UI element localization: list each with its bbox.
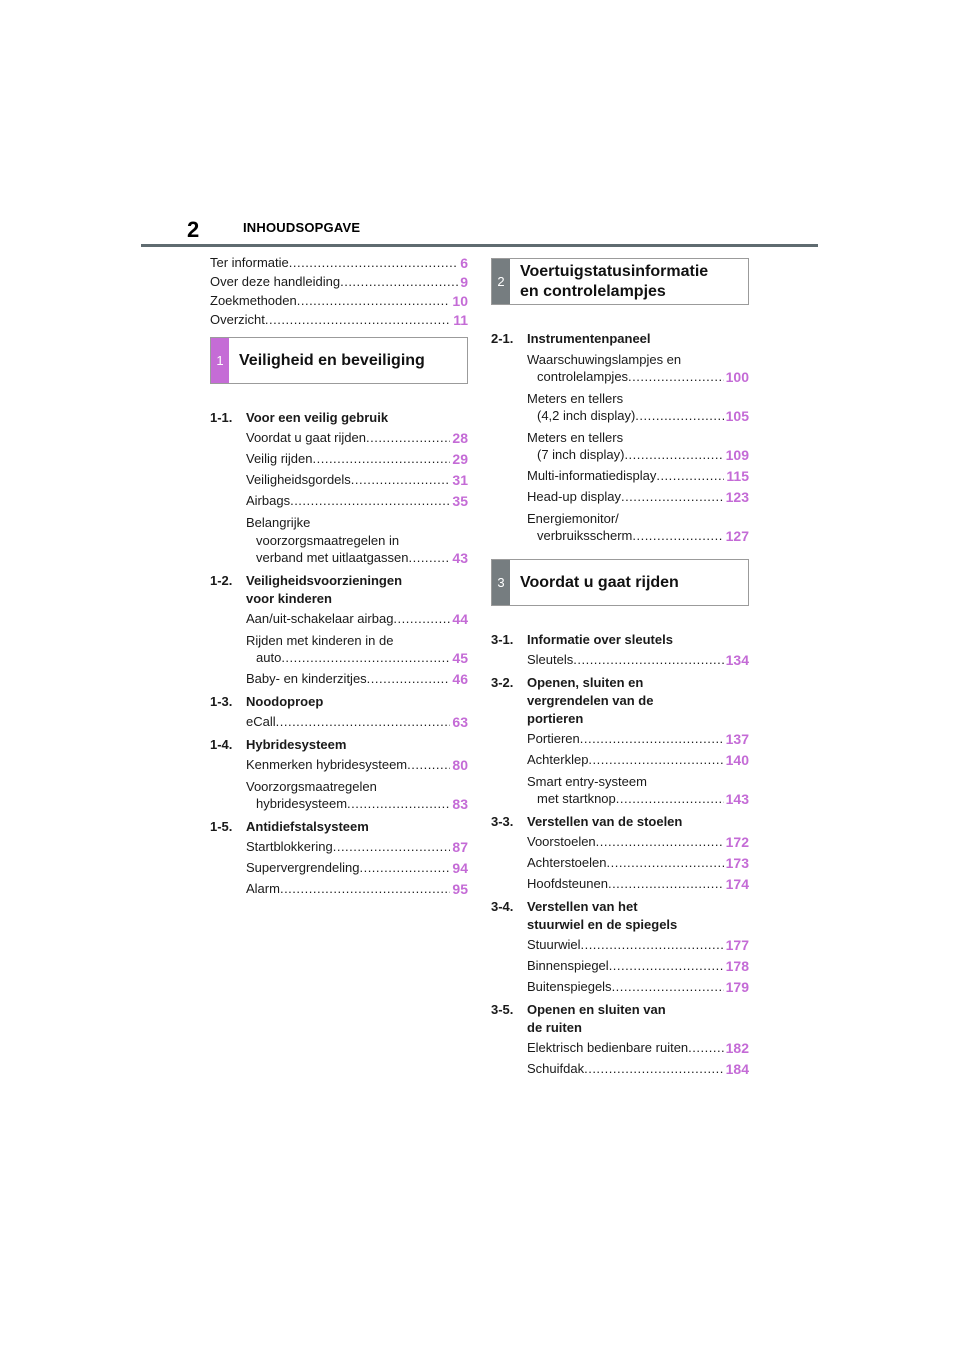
- toc-entry-line: voorzorgsmaatregelen in: [256, 533, 400, 548]
- subsection-title-line: portieren: [527, 711, 584, 726]
- toc-entry-label: Startblokkering: [246, 839, 333, 854]
- toc-entry-link[interactable]: [527, 731, 749, 747]
- subsection-entries: [210, 714, 468, 730]
- toc-entry: [527, 1061, 749, 1077]
- toc-entry-label: Supervergrendeling: [246, 860, 360, 875]
- toc-entry-label: Voordat u gaat rijden: [246, 430, 366, 445]
- subsection-title-line: Hybridesysteem: [246, 737, 347, 752]
- toc-entry-line: Belangrijke: [246, 515, 311, 530]
- toc-entry-link[interactable]: [527, 834, 749, 850]
- toc-subsection: [210, 409, 468, 566]
- toc-page-number: 94: [452, 860, 468, 876]
- toc-entry: [527, 429, 749, 463]
- toc-entry: [527, 731, 749, 747]
- toc-entry: [527, 652, 749, 668]
- toc-subsection: [491, 898, 749, 995]
- toc-entry-link[interactable]: [527, 408, 749, 424]
- dot-leader: [408, 550, 450, 566]
- toc-entry: [527, 958, 749, 974]
- subsection-heading: [210, 409, 468, 427]
- toc-entry-link[interactable]: [246, 860, 468, 876]
- subsection-entries: [210, 839, 468, 897]
- toc-page-number: 137: [725, 731, 749, 747]
- dot-leader: [588, 752, 723, 768]
- header-rule: [141, 244, 818, 247]
- toc-page-number: 115: [726, 468, 749, 484]
- toc-entry: [527, 752, 749, 768]
- subsection-title: [527, 813, 749, 831]
- dot-leader: [573, 652, 723, 668]
- dot-leader: [407, 757, 450, 773]
- toc-subsection: [210, 693, 468, 730]
- subsection-title-line: voor kinderen: [246, 591, 332, 606]
- subsection-title-line: Verstellen van de stoelen: [527, 814, 683, 829]
- toc-entry-label: Head-up display: [527, 489, 621, 504]
- toc-page-number: 95: [452, 881, 468, 897]
- toc-entry-label: Over deze handleiding: [210, 274, 341, 289]
- toc-subsection: [210, 572, 468, 687]
- toc-entry: [527, 855, 749, 871]
- toc-page-number: 11: [453, 312, 468, 328]
- section-title-line: Veiligheid en beveiliging: [239, 351, 425, 369]
- toc-entry-label: Airbags: [246, 493, 291, 508]
- toc-entry-link[interactable]: [210, 312, 468, 328]
- toc-page-number: 184: [725, 1061, 749, 1077]
- toc-entry-line: Energiemonitor/: [527, 511, 619, 526]
- toc-entry-link[interactable]: [527, 369, 749, 385]
- section-title-line: en controlelampjes: [520, 282, 666, 300]
- subsection-entries: [210, 430, 468, 566]
- section-number-tab: 1: [211, 338, 229, 383]
- toc-entry: [246, 472, 468, 488]
- toc-entry-label: met startknop: [537, 791, 616, 806]
- toc-page-number: 35: [452, 493, 468, 509]
- dot-leader: [280, 881, 450, 897]
- toc-page-number: 10: [452, 293, 468, 309]
- toc-entry-link[interactable]: [246, 839, 468, 855]
- toc-entry-link[interactable]: [527, 876, 749, 892]
- section-title-line: Voertuigstatusinformatie: [520, 262, 709, 280]
- toc-entry-link[interactable]: [527, 855, 749, 871]
- toc-entry-label: Stuurwiel: [527, 937, 581, 952]
- toc-entry-link[interactable]: [246, 714, 468, 730]
- toc-entry-link[interactable]: [210, 274, 468, 290]
- dot-leader: [632, 528, 723, 544]
- toc-entry: [527, 468, 749, 484]
- dot-leader: [351, 472, 451, 488]
- dot-leader: [608, 876, 724, 892]
- toc-entry-label: verband met uitlaatgassen: [256, 550, 409, 565]
- dot-leader: [313, 451, 451, 467]
- toc-page-number: 80: [452, 757, 468, 773]
- subsection-title-line: stuurwiel en de spiegels: [527, 917, 678, 932]
- subsection-title: [527, 674, 749, 728]
- dot-leader: [635, 408, 723, 424]
- toc-entry: [246, 881, 468, 897]
- toc-entry-label: (4,2 inch display): [537, 408, 636, 423]
- dot-leader: [607, 855, 724, 871]
- toc-right-column: [491, 258, 749, 1083]
- toc-entry-link[interactable]: [210, 293, 468, 309]
- subsection-entries: [210, 611, 468, 687]
- section-title: [510, 259, 718, 304]
- subsection-title: [246, 693, 468, 711]
- subsection-heading: [210, 572, 468, 608]
- dot-leader: [265, 312, 451, 328]
- toc-entry: [527, 390, 749, 424]
- toc-entry-link[interactable]: [527, 752, 749, 768]
- subsection-title: [527, 1001, 749, 1037]
- page-header: [141, 213, 818, 247]
- toc-entry-link[interactable]: [527, 958, 749, 974]
- subsection-heading: [491, 631, 749, 649]
- toc-entry-label: eCall: [246, 714, 276, 729]
- toc-entry: [246, 839, 468, 855]
- toc-entry-label: Elektrisch bedienbare ruiten: [527, 1040, 689, 1055]
- toc-entry: [246, 714, 468, 730]
- toc-section-1: [210, 337, 468, 897]
- dot-leader: [584, 1061, 724, 1077]
- section-number-tab: 2: [492, 259, 510, 304]
- dot-leader: [290, 493, 450, 509]
- subsection-heading: [210, 736, 468, 754]
- subsection-number: 1-4.: [210, 737, 233, 752]
- dot-leader: [393, 611, 450, 627]
- toc-entry-link[interactable]: [246, 757, 468, 773]
- dot-leader: [297, 293, 451, 309]
- toc-entry: [246, 493, 468, 509]
- subsection-title: [527, 898, 749, 934]
- toc-entry-link[interactable]: [246, 796, 468, 812]
- subsection-entries: [491, 652, 749, 668]
- toc-left-column: [210, 255, 468, 903]
- toc-page-number: 6: [460, 255, 468, 271]
- toc-page-number: 105: [725, 408, 749, 424]
- toc-entry-label: Alarm: [246, 881, 280, 896]
- toc-page-number: 46: [452, 671, 468, 687]
- dot-leader: [359, 860, 450, 876]
- toc-entry-label: Achterstoelen: [527, 855, 607, 870]
- toc-entry-label: verbruiksscherm: [537, 528, 633, 543]
- toc-page-number: 123: [725, 489, 749, 505]
- dot-leader: [366, 430, 450, 446]
- subsection-heading: [491, 330, 749, 348]
- toc-entry-label: Veilig rijden: [246, 451, 313, 466]
- subsection-title-line: Veiligheidsvoorzieningen: [246, 573, 403, 588]
- toc-entry-label: Aan/uit-schakelaar airbag: [246, 611, 394, 626]
- toc-page-number: 182: [725, 1040, 749, 1056]
- toc-entry: [246, 632, 468, 666]
- toc-page-number: 83: [452, 796, 468, 812]
- toc-entry: [246, 778, 468, 812]
- toc-page-number: 28: [452, 430, 468, 446]
- subsection-title-line: Verstellen van het: [527, 899, 638, 914]
- dot-leader: [580, 731, 724, 747]
- toc-entry-label: Buitenspiegels: [527, 979, 612, 994]
- toc-entry: [527, 876, 749, 892]
- toc-entry-label: Baby- en kinderzitjes: [246, 671, 367, 686]
- toc-page-number: 173: [725, 855, 749, 871]
- toc-section-2: [491, 258, 749, 544]
- section-title: [229, 338, 435, 383]
- dot-leader: [276, 714, 451, 730]
- toc-entry-label: Binnenspiegel: [527, 958, 609, 973]
- dot-leader: [628, 369, 724, 385]
- toc-entry-line: Meters en tellers: [527, 430, 624, 445]
- subsection-entries: [491, 834, 749, 892]
- toc-page-number: 177: [725, 937, 749, 953]
- subsection-entries: [491, 937, 749, 995]
- toc-entry: [527, 979, 749, 995]
- toc-entry-label: Veiligheidsgordels: [246, 472, 351, 487]
- toc-entry: [527, 510, 749, 544]
- toc-subsection: [210, 818, 468, 897]
- toc-entry-label: Sleutels: [527, 652, 574, 667]
- dot-leader: [289, 255, 458, 271]
- toc-entry-link[interactable]: [527, 937, 749, 953]
- subsection-heading: [491, 898, 749, 934]
- dot-leader: [281, 650, 450, 666]
- toc-entry-link[interactable]: [246, 472, 468, 488]
- toc-page-number: 127: [725, 528, 749, 544]
- toc-entry-label: controlelampjes: [537, 369, 629, 384]
- toc-entry-label: Overzicht: [210, 312, 265, 327]
- toc-entry-link[interactable]: [246, 881, 468, 897]
- toc-page-number: 134: [725, 652, 749, 668]
- subsection-entries: [491, 1040, 749, 1077]
- toc-entry-label: Voorstoelen: [527, 834, 596, 849]
- toc-entry: [527, 937, 749, 953]
- toc-entry: [246, 611, 468, 627]
- toc-entry: [246, 430, 468, 446]
- subsection-heading: [210, 818, 468, 836]
- toc-entry-link[interactable]: [246, 550, 468, 566]
- toc-entry-label: auto: [256, 650, 282, 665]
- subsection-title: [246, 409, 468, 427]
- toc-entry: [527, 489, 749, 505]
- subsection-heading: [491, 813, 749, 831]
- dot-leader: [688, 1040, 723, 1056]
- toc-entry-line: Waarschuwingslampjes en: [527, 352, 682, 367]
- toc-entry-link[interactable]: [527, 447, 749, 463]
- toc-subsection: [210, 736, 468, 812]
- dot-leader: [333, 839, 451, 855]
- toc-entry: [246, 860, 468, 876]
- toc-entry: [527, 351, 749, 385]
- toc-entry-line: Rijden met kinderen in de: [246, 633, 394, 648]
- toc-entry-link[interactable]: [527, 468, 749, 484]
- toc-subsection: [491, 631, 749, 668]
- toc-entry-link[interactable]: [527, 528, 749, 544]
- toc-entry: [246, 451, 468, 467]
- dot-leader: [616, 791, 724, 807]
- toc-entry: [246, 671, 468, 687]
- toc-entry-label: Ter informatie: [210, 255, 289, 270]
- toc-entry-label: Hoofdsteunen: [527, 876, 608, 891]
- dot-leader: [340, 274, 458, 290]
- toc-subsection: [491, 1001, 749, 1077]
- toc-entry: [527, 773, 749, 807]
- toc-entry-link[interactable]: [246, 493, 468, 509]
- subsection-title: [527, 330, 749, 348]
- toc-intro-list: [210, 255, 468, 328]
- subsection-number: 1-1.: [210, 410, 233, 425]
- subsection-title-line: Noodoproep: [246, 694, 324, 709]
- section-title-line: Voordat u gaat rijden: [520, 573, 679, 591]
- toc-entry-link[interactable]: [527, 652, 749, 668]
- subsection-number: 1-3.: [210, 694, 233, 709]
- dot-leader: [621, 489, 724, 505]
- toc-entry-label: Portieren: [527, 731, 580, 746]
- dot-leader: [609, 958, 724, 974]
- toc-entry-link[interactable]: [246, 650, 468, 666]
- dot-leader: [580, 937, 723, 953]
- subsection-title-line: vergrendelen van de: [527, 693, 654, 708]
- subsection-title: [527, 631, 749, 649]
- toc-entry-link[interactable]: [246, 451, 468, 467]
- toc-subsection: [491, 674, 749, 807]
- subsection-title-line: de ruiten: [527, 1020, 582, 1035]
- dot-leader: [596, 834, 724, 850]
- toc-entry-link[interactable]: [210, 255, 468, 271]
- dot-leader: [347, 796, 450, 812]
- section-number-tab: 3: [492, 560, 510, 605]
- subsection-heading: [491, 1001, 749, 1037]
- page-title: INHOUDSOPGAVE: [243, 220, 361, 235]
- section-heading-box: [491, 258, 749, 305]
- subsection-number: 3-4.: [491, 899, 514, 914]
- toc-page-number: 44: [452, 611, 468, 627]
- subsection-number: 3-5.: [491, 1002, 514, 1017]
- toc-entry: [527, 834, 749, 850]
- toc-page-number: 174: [725, 876, 749, 892]
- dot-leader: [656, 468, 724, 484]
- toc-page-number: 140: [725, 752, 749, 768]
- toc-page-number: 100: [725, 369, 749, 385]
- subsection-entries: [210, 757, 468, 812]
- toc-entry-link[interactable]: [527, 979, 749, 995]
- toc-entry: [246, 514, 468, 566]
- toc-page-number: 178: [725, 958, 749, 974]
- toc-entry-link[interactable]: [246, 611, 468, 627]
- section-title: [510, 560, 689, 605]
- toc-page-number: 143: [725, 791, 749, 807]
- toc-section-3: [491, 559, 749, 1077]
- subsection-number: 3-2.: [491, 675, 514, 690]
- section-heading-box: [210, 337, 468, 384]
- subsection-number: 2-1.: [491, 331, 514, 346]
- toc-entry-link[interactable]: [527, 1040, 749, 1056]
- toc-entry-label: Zoekmethoden: [210, 293, 297, 308]
- subsection-title-line: Voor een veilig gebruik: [246, 410, 389, 425]
- toc-page-number: 9: [460, 274, 468, 290]
- subsection-number: 1-5.: [210, 819, 233, 834]
- toc-page-number: 45: [452, 650, 468, 666]
- dot-leader: [612, 979, 724, 995]
- section-heading-box: [491, 559, 749, 606]
- toc-page-number: 63: [452, 714, 468, 730]
- toc-entry-line: Smart entry-systeem: [527, 774, 647, 789]
- subsection-entries: [491, 351, 749, 544]
- page-number: 2: [187, 217, 200, 242]
- toc-entry-link[interactable]: [527, 489, 749, 505]
- subsection-number: 1-2.: [210, 573, 233, 588]
- subsection-number: 3-1.: [491, 632, 514, 647]
- toc-entry-link[interactable]: [246, 671, 468, 687]
- toc-page-number: 109: [725, 447, 749, 463]
- subsection-heading: [210, 693, 468, 711]
- toc-entry-link[interactable]: [527, 791, 749, 807]
- toc-page-number: 29: [452, 451, 468, 467]
- toc-subsection: [491, 330, 749, 544]
- toc-page-number: 179: [725, 979, 749, 995]
- toc-entry-link[interactable]: [246, 430, 468, 446]
- subsection-heading: [491, 674, 749, 728]
- toc-page-number: 43: [452, 550, 468, 566]
- toc-entry: [246, 757, 468, 773]
- toc-entry-line: Voorzorgsmaatregelen: [246, 779, 377, 794]
- dot-leader: [624, 447, 723, 463]
- toc-entry-label: Achterklep: [527, 752, 589, 767]
- toc-subsection: [491, 813, 749, 892]
- dot-leader: [367, 671, 451, 687]
- subsection-entries: [491, 731, 749, 807]
- subsection-number: 3-3.: [491, 814, 514, 829]
- subsection-title-line: Informatie over sleutels: [527, 632, 673, 647]
- subsection-title: [246, 572, 468, 608]
- toc-page-number: 87: [452, 839, 468, 855]
- toc-entry-label: (7 inch display): [537, 447, 625, 462]
- toc-entry-line: Meters en tellers: [527, 391, 624, 406]
- subsection-title: [246, 736, 468, 754]
- toc-page-number: 172: [725, 834, 749, 850]
- subsection-title: [246, 818, 468, 836]
- toc-entry-label: hybridesysteem: [256, 796, 348, 811]
- toc-entry-label: Schuifdak: [527, 1061, 585, 1076]
- subsection-title-line: Instrumentenpaneel: [527, 331, 651, 346]
- toc-entry-link[interactable]: [527, 1061, 749, 1077]
- toc-entry: [527, 1040, 749, 1056]
- toc-page-number: 31: [452, 472, 468, 488]
- subsection-title-line: Antidiefstalsysteem: [246, 819, 369, 834]
- subsection-title-line: Openen en sluiten van: [527, 1002, 666, 1017]
- toc-entry-label: Multi-informatiedisplay: [527, 468, 657, 483]
- subsection-title-line: Openen, sluiten en: [527, 675, 644, 690]
- toc-entry-label: Kenmerken hybridesysteem: [246, 757, 408, 772]
